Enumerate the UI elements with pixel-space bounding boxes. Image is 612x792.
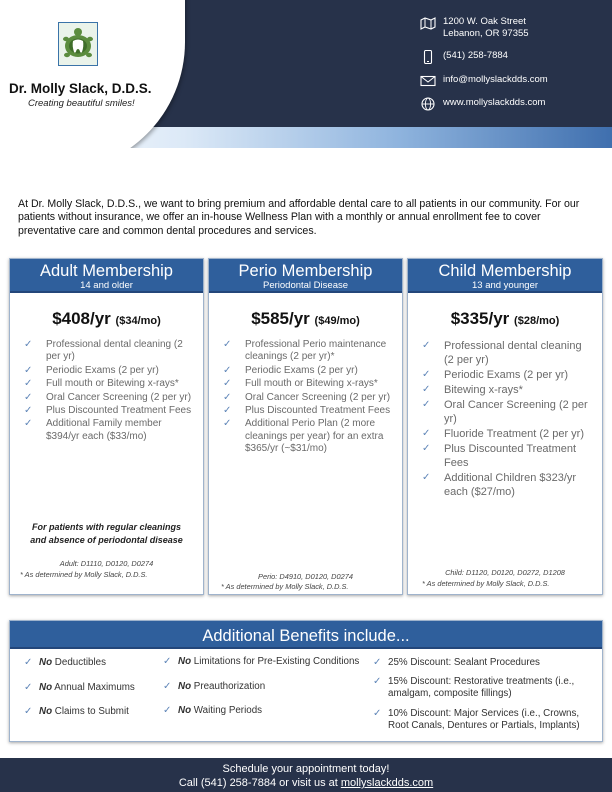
checkmark-icon: ✓	[163, 681, 172, 692]
checkmark-icon: ✓	[223, 405, 232, 417]
benefit-item: ✓ No Annual Maximums	[24, 682, 135, 693]
contact-phone[interactable]	[420, 50, 508, 64]
checkmark-icon: ✓	[223, 378, 232, 390]
benefit-item: ✓ No Claims to Submit	[24, 706, 129, 717]
card-note: For patients with regular cleanings and absence of periodontal disease	[30, 522, 183, 545]
card-subtitle: 14 and older	[80, 280, 133, 291]
feature-list	[10, 339, 203, 443]
benefit-item: ✓ No Deductibles	[24, 657, 106, 668]
checkmark-icon: ✓	[422, 384, 431, 395]
list-item: ✓ Periodic Exams (2 per yr)	[422, 369, 569, 381]
header	[0, 0, 612, 148]
procedure-codes: Adult: D1110, D0120, D0274	[59, 559, 154, 568]
card-title: Child Membership	[438, 262, 572, 280]
list-item: ✓ Periodic Exams (2 per yr)	[24, 364, 159, 376]
intro-paragraph: At Dr. Molly Slack, D.D.S., we want to bring premium and affordable dental care to all patients in our community. For our patients without insurance, we offer an in-house Wellness Plan with a monthly or annual enrollment fee to cover preventative care and common dental procedures and services.	[18, 198, 580, 237]
benefit-item: ✓ 10% Discount: Major Services (i.e., Crowns, Root Canals, Dentures or Partials, Implants)	[373, 708, 580, 731]
checkmark-icon: ✓	[422, 340, 431, 351]
determined-note: * As determined by Molly Slack, D.D.S.	[422, 579, 550, 588]
list-item: ✓ Oral Cancer Screening (2 per yr)	[24, 391, 192, 403]
child-membership-card	[407, 258, 603, 595]
checkmark-icon: ✓	[422, 443, 431, 454]
checkmark-icon: ✓	[373, 657, 382, 668]
clinic-name: Dr. Molly Slack, D.D.S.	[9, 81, 152, 96]
card-price	[408, 309, 602, 329]
card-header	[10, 259, 203, 293]
list-item: ✓ Additional Children $323/yr each ($27/mo)	[422, 472, 577, 498]
checkmark-icon: ✓	[24, 418, 33, 430]
list-item: ✓ Periodic Exams (2 per yr)	[223, 364, 358, 376]
tooth-turtle-logo-icon	[58, 22, 98, 66]
checkmark-icon: ✓	[24, 339, 33, 350]
benefit-item: ✓ 25% Discount: Sealant Procedures	[373, 657, 540, 668]
checkmark-icon: ✓	[223, 364, 232, 376]
email-text: info@mollyslackdds.com	[443, 74, 548, 85]
checkmark-icon: ✓	[163, 705, 172, 716]
price-monthly: ($34/mo)	[115, 315, 161, 327]
footer-website-link[interactable]: mollyslackdds.com	[340, 777, 434, 789]
checkmark-icon: ✓	[422, 428, 431, 439]
card-subtitle: Periodontal Disease	[262, 280, 349, 291]
list-item: ✓ Oral Cancer Screening (2 per yr)	[223, 391, 391, 403]
checkmark-icon: ✓	[422, 399, 431, 410]
checkmark-icon: ✓	[24, 378, 33, 390]
procedure-codes: Perio: D4910, D0120, D0274	[258, 572, 353, 581]
list-item: ✓ Plus Discounted Treatment Fees	[223, 405, 391, 417]
card-price	[209, 309, 402, 329]
map-icon	[420, 16, 436, 30]
benefit-item: ✓ No Preauthorization	[163, 681, 266, 692]
list-item: ✓ Professional dental cleaning (2 per yr)	[422, 340, 582, 366]
checkmark-icon: ✓	[24, 682, 33, 693]
card-title: Perio Membership	[238, 262, 373, 280]
checkmark-icon: ✓	[223, 339, 232, 350]
footer	[0, 758, 612, 792]
checkmark-icon: ✓	[422, 472, 431, 483]
address-line-2: Lebanon, OR 97355	[443, 28, 529, 39]
price-yearly: $408/yr	[52, 309, 111, 328]
checkmark-icon: ✓	[24, 391, 33, 403]
list-item: ✓ Full mouth or Bitewing x-rays*	[24, 378, 179, 390]
card-header	[209, 259, 402, 293]
card-subtitle: 13 and younger	[471, 280, 539, 291]
tagline: Creating beautiful smiles!	[28, 98, 135, 109]
card-title: Adult Membership	[40, 262, 173, 280]
price-yearly: $585/yr	[251, 309, 310, 328]
card-header	[408, 259, 602, 293]
checkmark-icon: ✓	[223, 391, 232, 403]
list-item: ✓ Plus Discounted Treatment Fees	[422, 443, 577, 469]
checkmark-icon: ✓	[422, 369, 431, 380]
list-item: ✓ Additional Perio Plan (2 more cleanings per year) for an extra $365/yr (~$31/mo)	[223, 418, 384, 455]
contact-website[interactable]	[420, 97, 545, 111]
list-item: ✓ Additional Family member $394/yr each ($33/mo)	[24, 418, 162, 442]
adult-membership-card	[9, 258, 204, 595]
benefit-item: ✓ 15% Discount: Restorative treatments (i.e., amalgam, composite fillings)	[373, 676, 575, 699]
price-yearly: $335/yr	[450, 309, 510, 328]
list-item: ✓ Oral Cancer Screening (2 per yr)	[422, 399, 588, 425]
phone-text: (541) 258-7884	[443, 50, 508, 61]
feature-list	[209, 339, 402, 456]
list-item: ✓ Professional Perio maintenance cleanings (2 per yr)*	[223, 339, 387, 363]
checkmark-icon: ✓	[373, 676, 382, 687]
checkmark-icon: ✓	[24, 364, 33, 376]
card-price	[10, 309, 203, 329]
list-item: ✓ Bitewing x-rays*	[422, 384, 523, 396]
checkmark-icon: ✓	[163, 656, 172, 667]
feature-list	[408, 339, 602, 499]
price-monthly: ($49/mo)	[314, 315, 360, 327]
globe-icon	[420, 97, 436, 111]
phone-icon	[420, 50, 436, 64]
list-item: ✓ Full mouth or Bitewing x-rays*	[223, 378, 378, 390]
checkmark-icon: ✓	[24, 405, 33, 417]
determined-note: * As determined by Molly Slack, D.D.S.	[20, 570, 148, 579]
procedure-codes: Child: D1120, D0120, D0272, D1208	[445, 568, 565, 577]
footer-contact: Call (541) 258-7884 or visit us at mollyslackdds.com	[178, 777, 434, 789]
benefits-title: Additional Benefits include...	[10, 621, 602, 649]
checkmark-icon: ✓	[223, 418, 232, 430]
mail-icon	[420, 74, 436, 88]
list-item: ✓ Professional dental cleaning (2 per yr)	[24, 339, 183, 363]
website-text: www.mollyslackdds.com	[443, 97, 546, 108]
address-line-1: 1200 W. Oak Street	[443, 16, 526, 27]
checkmark-icon: ✓	[373, 708, 382, 719]
additional-benefits-panel	[9, 620, 603, 742]
price-monthly: ($28/mo)	[514, 315, 560, 327]
contact-address	[420, 16, 529, 40]
checkmark-icon: ✓	[24, 706, 33, 717]
checkmark-icon: ✓	[24, 657, 33, 668]
benefit-item: ✓ No Waiting Periods	[163, 705, 263, 716]
benefit-item: ✓ No Limitations for Pre-Existing Conditions	[163, 656, 360, 667]
footer-cta: Schedule your appointment today!	[222, 763, 390, 775]
list-item: ✓ Fluoride Treatment (2 per yr)	[422, 428, 584, 440]
perio-membership-card	[208, 258, 403, 595]
determined-note: * As determined by Molly Slack, D.D.S.	[221, 582, 349, 591]
list-item: ✓ Plus Discounted Treatment Fees	[24, 405, 192, 417]
contact-email[interactable]	[420, 74, 548, 88]
